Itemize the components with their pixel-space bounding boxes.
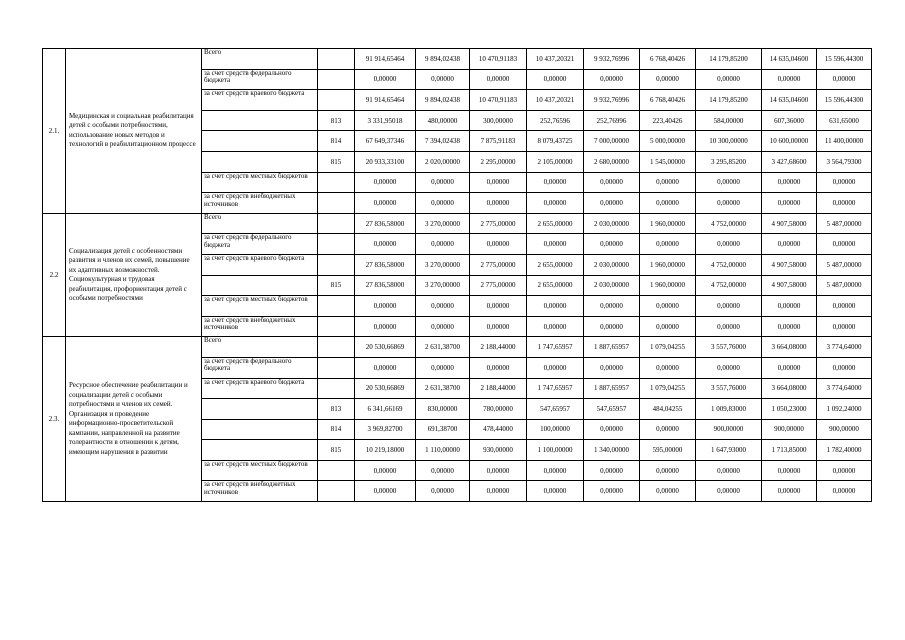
amount-cell: 1 050,23000 [762,399,817,420]
amount-cell: 0,00000 [527,172,584,193]
budget-code-cell: 814 [318,131,355,152]
amount-cell: 607,36000 [762,110,817,131]
amount-cell: 0,00000 [817,172,872,193]
section-index: 2.3. [43,337,66,502]
funding-source-cell: за счет средств федерального бюджета [202,69,318,90]
amount-cell: 10 470,91183 [470,90,527,111]
funding-source-cell [202,131,318,152]
amount-cell: 1 009,83000 [696,399,762,420]
amount-cell: 6 768,40426 [640,90,696,111]
amount-cell: 0,00000 [584,296,640,317]
budget-code-cell: 815 [318,440,355,461]
amount-cell: 0,00000 [416,172,470,193]
amount-cell: 480,00000 [416,110,470,131]
amount-cell: 27 836,58000 [355,213,416,234]
amount-cell: 14 179,85200 [696,90,762,111]
amount-cell: 0,00000 [527,460,584,481]
amount-cell: 3 664,08000 [762,378,817,399]
amount-cell: 0,00000 [470,193,527,214]
amount-cell: 0,00000 [584,481,640,502]
amount-cell: 0,00000 [640,69,696,90]
amount-cell: 2 030,00000 [584,254,640,275]
amount-cell: 0,00000 [640,193,696,214]
amount-cell: 5 000,00000 [640,131,696,152]
amount-cell: 780,00000 [470,399,527,420]
budget-code-cell [318,460,355,481]
budget-table-body [43,49,872,502]
budget-code-cell [318,296,355,317]
amount-cell: 0,00000 [640,316,696,337]
amount-cell: 0,00000 [762,357,817,378]
amount-cell: 3 774,64000 [817,337,872,358]
amount-cell: 2 020,00000 [416,151,470,172]
funding-source-cell: за счет средств внебюджетных источников [202,481,318,502]
amount-cell: 1 340,00000 [584,440,640,461]
amount-cell: 2 105,00000 [527,151,584,172]
amount-cell: 10 300,00000 [696,131,762,152]
amount-cell: 9 932,76996 [584,49,640,70]
funding-source-cell: за счет средств краевого бюджета [202,90,318,111]
amount-cell: 0,00000 [470,481,527,502]
funding-source-cell: за счет средств федерального бюджета [202,357,318,378]
amount-cell: 1 887,65957 [584,337,640,358]
amount-cell: 1 647,93000 [696,440,762,461]
amount-cell: 0,00000 [762,460,817,481]
amount-cell: 2 188,44000 [470,378,527,399]
amount-cell: 0,00000 [696,69,762,90]
amount-cell: 0,00000 [470,69,527,90]
amount-cell: 20 530,66869 [355,337,416,358]
amount-cell: 2 655,00000 [527,275,584,296]
section-title: Медицинская и социальная реабилитация детей с особыми потребностями, использование новых методов и технологий в реабилитационном процессе [66,49,202,214]
amount-cell: 3 270,00000 [416,254,470,275]
table-row [43,337,872,358]
amount-cell: 9 894,02438 [416,90,470,111]
amount-cell: 584,00000 [696,110,762,131]
budget-code-cell: 815 [318,151,355,172]
amount-cell: 631,65000 [817,110,872,131]
funding-source-cell: за счет средств внебюджетных источников [202,316,318,337]
amount-cell: 4 752,00000 [696,275,762,296]
amount-cell: 0,00000 [470,172,527,193]
amount-cell: 6 341,66169 [355,399,416,420]
amount-cell: 547,65957 [584,399,640,420]
funding-source-cell [202,275,318,296]
funding-source-cell: за счет средств краевого бюджета [202,378,318,399]
funding-source-cell [202,419,318,440]
budget-code-cell [318,69,355,90]
amount-cell: 3 969,82700 [355,419,416,440]
section-title: Ресурсное обеспечение реабилитации и социализации детей с особыми потребностями и членов их семей. Организация и проведение информационно-просветительской кампании, направленной на развитие толерантности в отношении к детям, имеющим нарушения в развитии [66,337,202,502]
amount-cell: 0,00000 [584,419,640,440]
amount-cell: 0,00000 [355,69,416,90]
amount-cell: 0,00000 [696,357,762,378]
amount-cell: 3 557,76000 [696,378,762,399]
amount-cell: 8 079,43725 [527,131,584,152]
amount-cell: 900,00000 [762,419,817,440]
budget-code-cell: 813 [318,399,355,420]
amount-cell: 830,00000 [416,399,470,420]
budget-code-cell [318,49,355,70]
amount-cell: 7 000,00000 [584,131,640,152]
amount-cell: 3 564,79300 [817,151,872,172]
amount-cell: 0,00000 [817,460,872,481]
amount-cell: 0,00000 [762,234,817,255]
amount-cell: 0,00000 [817,193,872,214]
amount-cell: 0,00000 [355,296,416,317]
amount-cell: 0,00000 [817,69,872,90]
amount-cell: 10 437,20321 [527,49,584,70]
amount-cell: 0,00000 [527,316,584,337]
amount-cell: 2 631,38700 [416,378,470,399]
amount-cell: 6 768,40426 [640,49,696,70]
amount-cell: 0,00000 [817,296,872,317]
amount-cell: 0,00000 [817,316,872,337]
amount-cell: 9 894,02438 [416,49,470,70]
funding-source-cell: за счет средств федерального бюджета [202,234,318,255]
amount-cell: 0,00000 [527,69,584,90]
amount-cell: 0,00000 [355,460,416,481]
amount-cell: 1 079,04255 [640,378,696,399]
amount-cell: 0,00000 [355,172,416,193]
amount-cell: 0,00000 [762,481,817,502]
amount-cell: 2 655,00000 [527,254,584,275]
amount-cell: 0,00000 [817,357,872,378]
amount-cell: 0,00000 [640,357,696,378]
amount-cell: 0,00000 [817,234,872,255]
amount-cell: 252,76996 [584,110,640,131]
amount-cell: 0,00000 [640,234,696,255]
amount-cell: 3 664,08000 [762,337,817,358]
amount-cell: 10 600,00000 [762,131,817,152]
budget-code-cell [318,90,355,111]
amount-cell: 0,00000 [416,481,470,502]
amount-cell: 2 631,38700 [416,337,470,358]
budget-document-page [42,48,872,502]
amount-cell: 0,00000 [527,481,584,502]
amount-cell: 0,00000 [355,234,416,255]
amount-cell: 3 331,95018 [355,110,416,131]
amount-cell: 0,00000 [416,296,470,317]
amount-cell: 3 295,85200 [696,151,762,172]
section-index: 2.1. [43,49,66,214]
budget-code-cell [318,172,355,193]
amount-cell: 0,00000 [416,357,470,378]
amount-cell: 91 914,65464 [355,49,416,70]
amount-cell: 484,04255 [640,399,696,420]
amount-cell: 0,00000 [470,234,527,255]
funding-source-cell [202,399,318,420]
amount-cell: 5 487,00000 [817,275,872,296]
amount-cell: 1 782,40000 [817,440,872,461]
amount-cell: 900,00000 [696,419,762,440]
amount-cell: 0,00000 [416,234,470,255]
amount-cell: 14 179,85200 [696,49,762,70]
amount-cell: 3 270,00000 [416,275,470,296]
amount-cell: 20 933,33100 [355,151,416,172]
table-row [43,49,872,70]
funding-source-cell: Всего [202,337,318,358]
amount-cell: 0,00000 [762,193,817,214]
amount-cell: 1 960,00000 [640,275,696,296]
amount-cell: 100,00000 [527,419,584,440]
amount-cell: 3 270,00000 [416,213,470,234]
amount-cell: 0,00000 [527,234,584,255]
amount-cell: 7 394,02438 [416,131,470,152]
amount-cell: 5 487,00000 [817,213,872,234]
amount-cell: 0,00000 [696,172,762,193]
funding-source-cell: Всего [202,49,318,70]
amount-cell: 3 774,64000 [817,378,872,399]
amount-cell: 0,00000 [584,193,640,214]
amount-cell: 0,00000 [696,234,762,255]
amount-cell: 1 887,65957 [584,378,640,399]
amount-cell: 14 635,04600 [762,49,817,70]
amount-cell: 11 400,00000 [817,131,872,152]
budget-code-cell [318,337,355,358]
amount-cell: 0,00000 [355,357,416,378]
amount-cell: 0,00000 [762,316,817,337]
budget-code-cell: 815 [318,275,355,296]
amount-cell: 0,00000 [640,296,696,317]
amount-cell: 1 110,00000 [416,440,470,461]
amount-cell: 0,00000 [355,316,416,337]
amount-cell: 1 747,65957 [527,378,584,399]
funding-source-cell: за счет средств краевого бюджета [202,254,318,275]
amount-cell: 2 775,00000 [470,254,527,275]
funding-source-cell [202,151,318,172]
amount-cell: 15 596,44300 [817,90,872,111]
amount-cell: 300,00000 [470,110,527,131]
funding-source-cell: за счет средств местных бюджетов [202,172,318,193]
amount-cell: 2 775,00000 [470,275,527,296]
funding-source-cell: за счет средств внебюджетных источников [202,193,318,214]
amount-cell: 2 188,44000 [470,337,527,358]
amount-cell: 10 219,18000 [355,440,416,461]
amount-cell: 4 752,00000 [696,254,762,275]
amount-cell: 4 752,00000 [696,213,762,234]
amount-cell: 0,00000 [696,460,762,481]
amount-cell: 0,00000 [640,481,696,502]
amount-cell: 1 092,24000 [817,399,872,420]
amount-cell: 0,00000 [416,193,470,214]
amount-cell: 1 545,00000 [640,151,696,172]
budget-code-cell [318,481,355,502]
amount-cell: 2 030,00000 [584,275,640,296]
amount-cell: 0,00000 [696,316,762,337]
amount-cell: 0,00000 [584,69,640,90]
amount-cell: 0,00000 [584,172,640,193]
budget-code-cell: 814 [318,419,355,440]
funding-source-cell: Всего [202,213,318,234]
amount-cell: 1 713,85000 [762,440,817,461]
amount-cell: 478,44000 [470,419,527,440]
amount-cell: 4 907,58000 [762,275,817,296]
amount-cell: 0,00000 [640,460,696,481]
amount-cell: 1 079,04255 [640,337,696,358]
budget-code-cell [318,378,355,399]
amount-cell: 27 836,58000 [355,254,416,275]
amount-cell: 4 907,58000 [762,254,817,275]
amount-cell: 0,00000 [355,193,416,214]
funding-source-cell [202,110,318,131]
amount-cell: 223,40426 [640,110,696,131]
amount-cell: 930,00000 [470,440,527,461]
amount-cell: 0,00000 [527,296,584,317]
amount-cell: 0,00000 [762,172,817,193]
amount-cell: 27 836,58000 [355,275,416,296]
amount-cell: 10 470,91183 [470,49,527,70]
amount-cell: 2 295,00000 [470,151,527,172]
amount-cell: 15 596,44300 [817,49,872,70]
amount-cell: 0,00000 [584,234,640,255]
budget-code-cell [318,193,355,214]
amount-cell: 2 030,00000 [584,213,640,234]
amount-cell: 9 932,76996 [584,90,640,111]
amount-cell: 0,00000 [584,316,640,337]
amount-cell: 0,00000 [640,172,696,193]
budget-code-cell [318,254,355,275]
amount-cell: 0,00000 [470,316,527,337]
amount-cell: 0,00000 [817,481,872,502]
amount-cell: 3 427,68600 [762,151,817,172]
amount-cell: 0,00000 [640,419,696,440]
budget-code-cell [318,357,355,378]
budget-code-cell: 813 [318,110,355,131]
amount-cell: 2 680,00000 [584,151,640,172]
amount-cell: 0,00000 [762,69,817,90]
amount-cell: 7 875,91183 [470,131,527,152]
amount-cell: 0,00000 [696,193,762,214]
amount-cell: 1 960,00000 [640,254,696,275]
amount-cell: 1 100,00000 [527,440,584,461]
amount-cell: 1 747,65957 [527,337,584,358]
amount-cell: 691,38700 [416,419,470,440]
amount-cell: 0,00000 [696,481,762,502]
amount-cell: 0,00000 [416,316,470,337]
amount-cell: 252,76596 [527,110,584,131]
amount-cell: 0,00000 [527,357,584,378]
budget-code-cell [318,213,355,234]
amount-cell: 0,00000 [470,460,527,481]
amount-cell: 67 649,37346 [355,131,416,152]
amount-cell: 3 557,76000 [696,337,762,358]
funding-source-cell [202,440,318,461]
amount-cell: 0,00000 [696,296,762,317]
amount-cell: 2 655,00000 [527,213,584,234]
amount-cell: 0,00000 [470,357,527,378]
amount-cell: 0,00000 [416,460,470,481]
amount-cell: 0,00000 [762,296,817,317]
amount-cell: 0,00000 [470,296,527,317]
amount-cell: 595,00000 [640,440,696,461]
amount-cell: 0,00000 [355,481,416,502]
amount-cell: 14 635,04600 [762,90,817,111]
funding-source-cell: за счет средств местных бюджетов [202,296,318,317]
amount-cell: 900,00000 [817,419,872,440]
funding-source-cell: за счет средств местных бюджетов [202,460,318,481]
budget-table [42,48,872,502]
amount-cell: 91 914,65464 [355,90,416,111]
section-title: Социализация детей с особенностями развития и членов их семей, повышение их адаптивных возможностей. Социокультурная и трудовая реабилитация, профориентация детей с особыми потребностями [66,213,202,337]
amount-cell: 10 437,20321 [527,90,584,111]
budget-code-cell [318,316,355,337]
amount-cell: 4 907,58000 [762,213,817,234]
section-index: 2.2 [43,213,66,337]
budget-code-cell [318,234,355,255]
amount-cell: 0,00000 [584,357,640,378]
amount-cell: 0,00000 [584,460,640,481]
amount-cell: 5 487,00000 [817,254,872,275]
amount-cell: 20 530,66869 [355,378,416,399]
amount-cell: 0,00000 [416,69,470,90]
table-row [43,213,872,234]
amount-cell: 547,65957 [527,399,584,420]
amount-cell: 2 775,00000 [470,213,527,234]
amount-cell: 0,00000 [527,193,584,214]
amount-cell: 1 960,00000 [640,213,696,234]
